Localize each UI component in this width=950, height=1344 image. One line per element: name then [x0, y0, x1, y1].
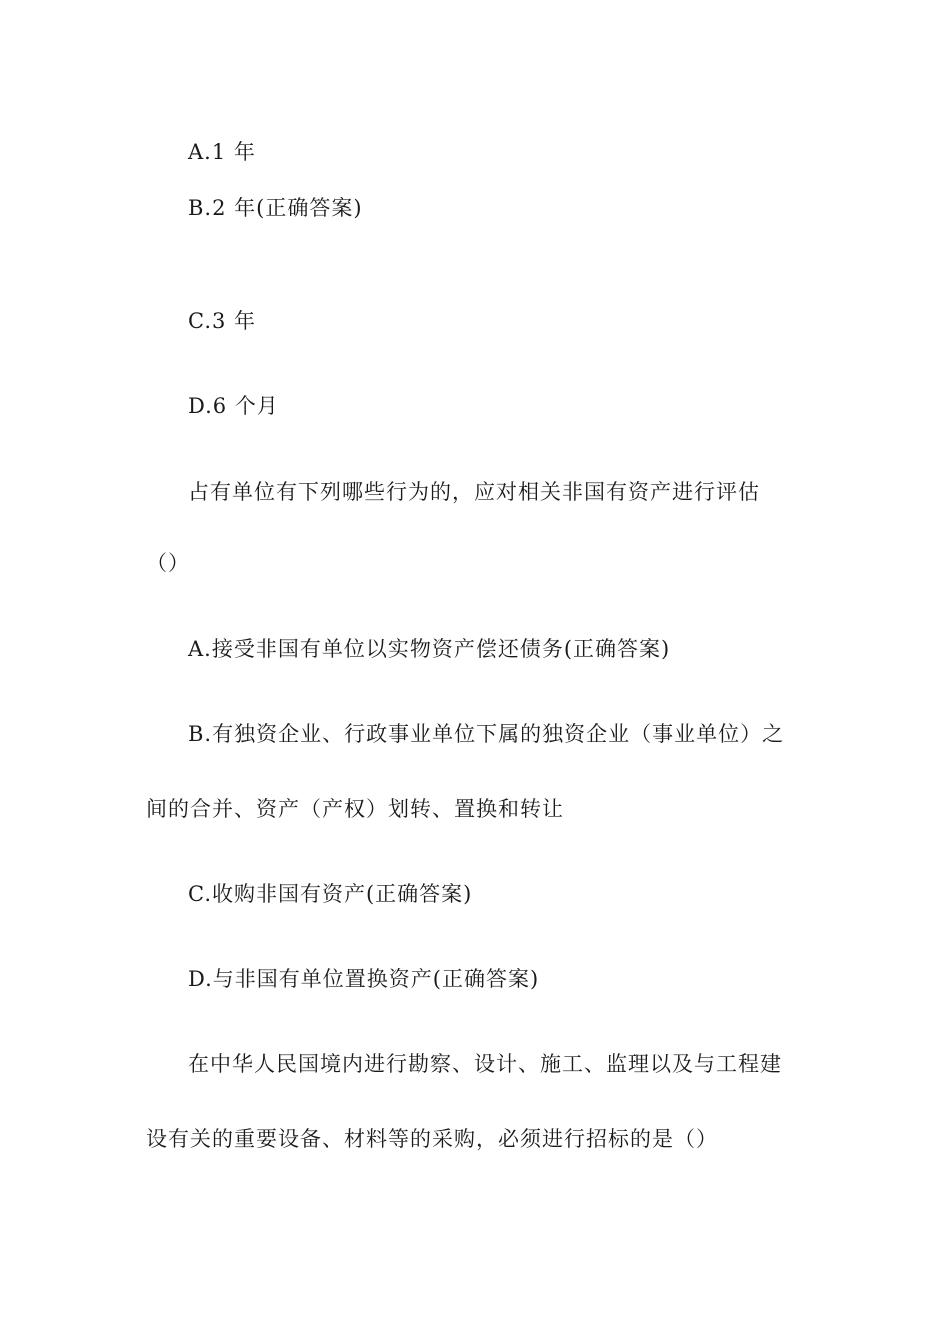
q2-stem-line1: 占有单位有下列哪些行为的，应对相关非国有资产进行评估 — [188, 480, 760, 504]
q1-option-c: C.3 年 — [188, 309, 257, 333]
q1-option-b: B.2 年(正确答案) — [188, 196, 363, 220]
q1-option-d: D.6 个月 — [188, 394, 279, 418]
q1-option-a: A.1 年 — [188, 140, 256, 164]
q2-option-b-line1: B.有独资企业、行政事业单位下属的独资企业（事业单位）之 — [188, 722, 785, 746]
q2-option-a: A.接受非国有单位以实物资产偿还债务(正确答案) — [188, 637, 671, 661]
q2-option-c: C.收购非国有资产(正确答案) — [188, 882, 473, 906]
q3-stem-line1: 在中华人民国境内进行勘察、设计、施工、监理以及与工程建 — [188, 1052, 782, 1076]
q2-stem-line2: （） — [146, 551, 190, 575]
q2-option-b-line2: 间的合并、资产（产权）划转、置换和转让 — [146, 797, 564, 821]
q3-stem-line2: 设有关的重要设备、材料等的采购，必须进行招标的是（） — [146, 1127, 718, 1151]
q2-option-d: D.与非国有单位置换资产(正确答案) — [188, 967, 540, 991]
